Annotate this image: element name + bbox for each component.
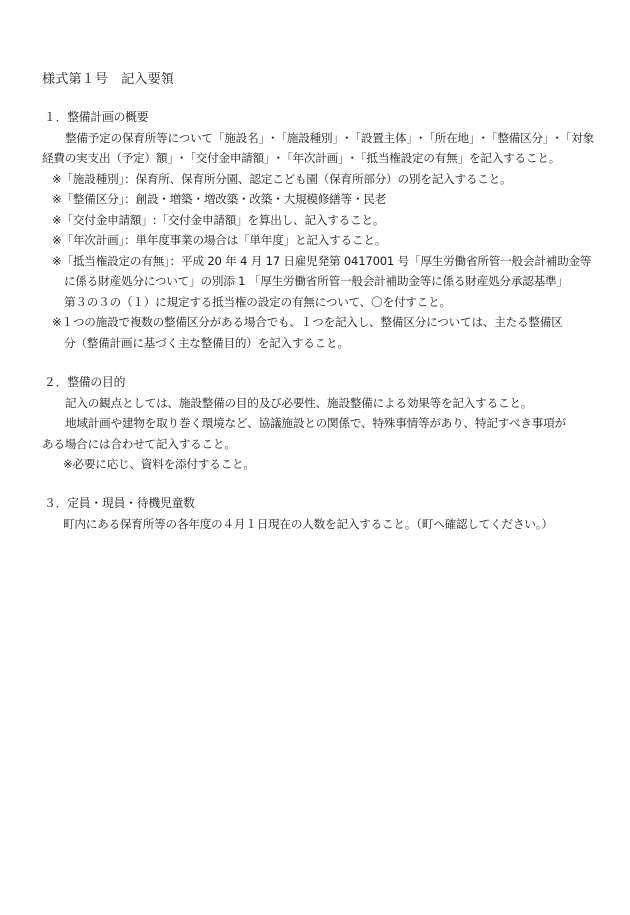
- section-2-paragraph-1: 記入の観点としては、施設整備の目的及び必要性、施設整備による効果等を記入すること。: [65, 396, 533, 410]
- section-1-note-multiple-categories-line-2: 分（整備計画に基づく主な整備目的）を記入すること。: [64, 336, 349, 350]
- section-2-note-attachments: ※必要に応じ、資料を添付すること。: [63, 457, 255, 471]
- section-1-note-mortgage-line-3: 第３の３の（１）に規定する抵当権の設定の有無について、〇を付すこと。: [64, 295, 451, 309]
- section-1-paragraph-line-1: 整備予定の保育所等について「施設名」･「施設種別」･「設置主体」･「所在地」･「整備区分」･「対象: [65, 131, 595, 145]
- section-1-note-multiple-categories-line-1: ※１つの施設で複数の整備区分がある場合でも、１つを記入し、整備区分については、主たる整備区: [52, 315, 563, 329]
- section-1-note-annual-plan: ※「年次計画」：単年度事業の場合は「単年度」と記入すること。: [52, 233, 387, 247]
- section-1-note-maintenance-category: ※「整備区分」：創設・増築・増改築・改築・大規模修繕等・民老: [52, 192, 387, 206]
- section-1-paragraph-line-2: 経費の実支出（予定）額」･「交付金申請額」･「年次計画」･「抵当権設定の有無」を記入すること。: [42, 151, 561, 165]
- section-3-heading: ３．定員・現員・待機児童数: [44, 496, 195, 510]
- section-1-note-grant-amount: ※「交付金申請額」:「交付金申請額」を算出し、記入すること。: [52, 213, 385, 227]
- section-2-paragraph-2-line-1: 地域計画や建物を取り巻く環境など、協議施設との関係で、特殊事情等があり、特記すべき事項が: [65, 416, 566, 430]
- section-3-paragraph-1: 町内にある保育所等の各年度の４月１日現在の人数を記入すること。（町へ確認してください。）: [63, 517, 553, 531]
- section-2-paragraph-2-line-2: ある場合には合わせて記入すること。: [42, 437, 236, 451]
- section-1-note-mortgage-line-1: ※「抵当権設定の有無」：平成 20 年 4 月 17 日雇児発第 0417001 号「厚生労働省所管一般会計補助金等: [52, 254, 592, 268]
- section-1-note-facility-type: ※「施設種別」：保育所、保育所分園、認定こども園（保育所部分）の別を記入すること。: [52, 172, 512, 186]
- section-1-heading: １．整備計画の概要: [44, 110, 149, 124]
- section-1-note-mortgage-line-2: に係る財産処分について」の別添 1 「厚生労働省所管一般会計補助金等に係る財産処分承認基準」: [64, 274, 568, 288]
- section-2-heading: ２．整備の目的: [44, 375, 126, 389]
- document-title: 様式第１号 記入要領: [42, 72, 174, 87]
